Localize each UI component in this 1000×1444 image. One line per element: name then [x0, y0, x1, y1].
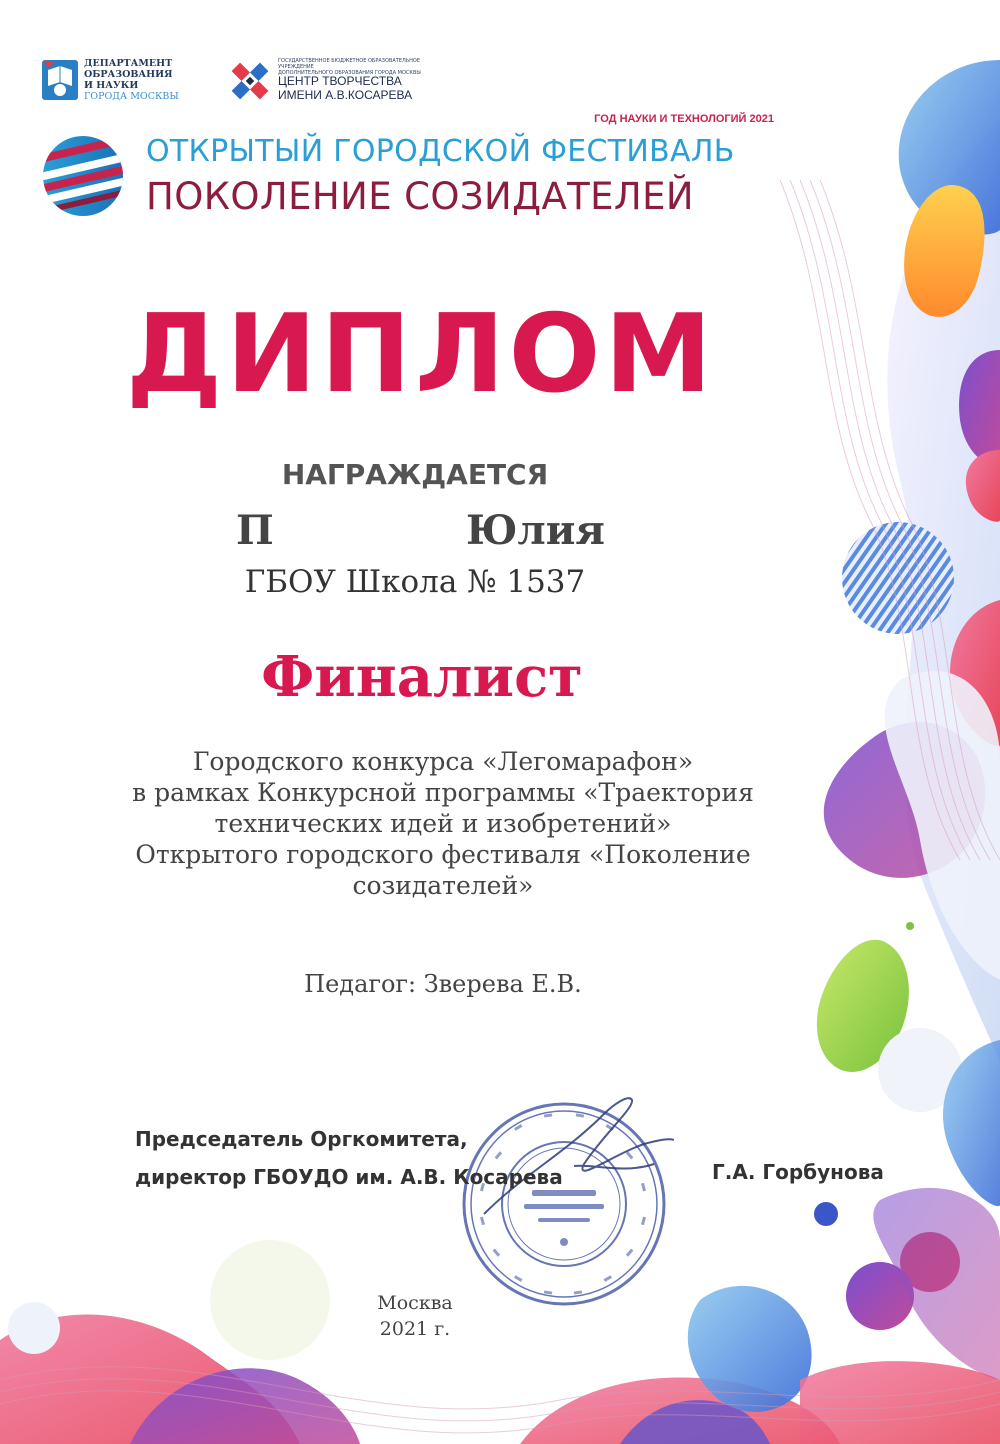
description-line: в рамках Конкурсной программы «Траектория	[132, 778, 754, 807]
recipient-school: ГБОУ Школа № 1537	[244, 564, 586, 600]
awarded-label: НАГРАЖДАЕТСЯ	[281, 458, 549, 491]
center-subtitle-line: ДОПОЛНИТЕЛЬНОГО ОБРАЗОВАНИЯ ГОРОДА МОСКВЫ	[278, 70, 421, 76]
center-name-line: ИМЕНИ А.В.КОСАРЕВА	[278, 88, 413, 102]
department-logo	[40, 56, 180, 110]
description-line: Городского конкурса «Легомарафон»	[192, 747, 694, 776]
issue-city: Москва	[377, 1292, 453, 1314]
center-cross-logo-icon	[226, 58, 274, 104]
signer-name: Г.А. Горбунова	[712, 1160, 884, 1184]
signer-title-line: директор ГБОУДО им. А.В. Косарева	[135, 1165, 563, 1189]
year-of-science-label: ГОД НАУКИ И ТЕХНОЛОГИЙ 2021	[594, 113, 774, 125]
center-name	[278, 74, 458, 102]
festival-globe-icon	[40, 133, 126, 219]
description-line: технических идей и изобретений»	[214, 809, 672, 838]
department-city: ГОРОДА МОСКВЫ	[84, 91, 179, 102]
center-name-line: ЦЕНТР ТВОРЧЕСТВА	[278, 74, 402, 88]
teacher-name: Педагог: Зверева Е.В.	[304, 970, 582, 998]
department-line: ОБРАЗОВАНИЯ	[84, 69, 173, 80]
signer-title-line: Председатель Оргкомитета,	[135, 1127, 468, 1151]
award-description	[110, 746, 776, 901]
festival-title-line1: ОТКРЫТЫЙ ГОРОДСКОЙ ФЕСТИВАЛЬ	[146, 134, 735, 169]
center-subtitle-line: ГОСУДАРСТВЕННОЕ БЮДЖЕТНОЕ ОБРАЗОВАТЕЛЬНОЕ УЧРЕЖДЕНИЕ	[278, 58, 421, 70]
department-emblem-icon	[40, 56, 82, 104]
department-name	[84, 58, 184, 102]
issue-year: 2021 г.	[379, 1318, 451, 1340]
creativity-center-logo	[226, 58, 446, 108]
recipient-name-first: П	[236, 507, 274, 554]
description-line: созидателей»	[352, 871, 534, 900]
signer-title	[135, 1120, 655, 1196]
festival-title-line2: ПОКОЛЕНИЕ СОЗИДАТЕЛЕЙ	[146, 175, 695, 218]
description-line: Открытого городского фестиваля «Поколение	[135, 840, 751, 869]
recipient-name-second: Юлия	[466, 507, 605, 554]
award-status: Финалист	[261, 644, 583, 710]
department-line: ДЕПАРТАМЕНТ	[84, 58, 173, 69]
department-line: И НАУКИ	[84, 80, 139, 91]
diploma-title: ДИПЛОМ	[126, 292, 716, 417]
